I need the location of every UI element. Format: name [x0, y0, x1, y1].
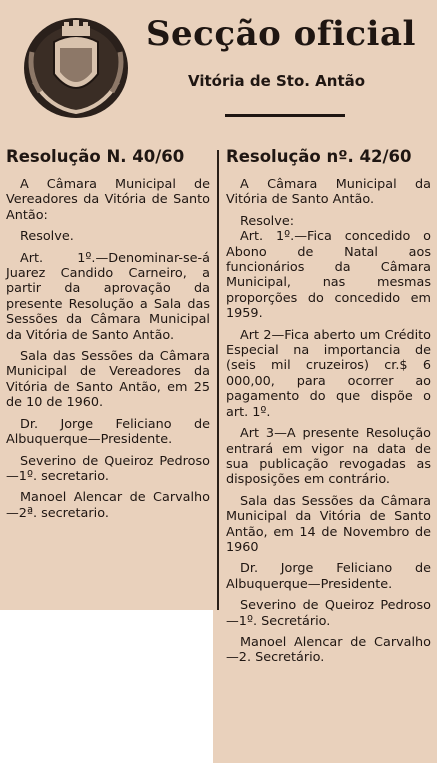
signature-president: Dr. Jorge Feliciano de Albuquerque—Presidente. [226, 561, 431, 592]
signature-first-secretary: Severino de Queiroz Pedroso—1º. Secretário. [226, 598, 431, 629]
resolution-heading: Resolução N. 40/60 [6, 147, 185, 166]
column-divider [217, 150, 219, 610]
resolution-heading: Resolução nº. 42/60 [226, 147, 412, 166]
coat-of-arms-emblem [20, 12, 132, 122]
signature-president: Dr. Jorge Feliciano de Albuquerque—Presidente. [6, 416, 210, 448]
signature-second-secretary: Manoel Alencar de Carvalho—2ª. secretario. [6, 490, 210, 521]
section-subtitle: Vitória de Sto. Antão [188, 72, 366, 90]
article-1: Art. 1º.—Denominar-se-á Juarez Candido Carneiro, a partir da aprovação da presente Resolução a Sala das Sessões da Câmara Municipal da Vitória de Santo Antão. [6, 250, 210, 343]
session-place-date: Sala das Sessões da Câmara Municipal da Vitória de Santo Antão, em 14 de Novembro de 1960 [226, 493, 431, 555]
article-3: Art 3—A presente Resolução entrará em vigor na data de sua publicação revogadas as disposições em contrário. [226, 426, 431, 488]
article-1: Art. 1º.—Fica concedido o Abono de Natal aos funcionários da Câmara Municipal, nas mesmas proporções do concedido em 1959. [226, 229, 431, 322]
section-title: Secção oficial [146, 14, 416, 54]
signature-second-secretary: Manoel Alencar de Carvalho—2. Secretário. [226, 634, 431, 666]
session-place-date: Sala das Sessões da Câmara Municipal de Vereadores da Vitória de Santo Antão, em 25 de 10 de 1960. [6, 349, 210, 411]
resolve-label: Resolve: [240, 213, 294, 229]
resolution-40-60 [6, 147, 210, 527]
signature-first-secretary: Severino de Queiroz Pedroso—1º. secretario. [6, 453, 210, 484]
resolution-intro: A Câmara Municipal da Vitória de Santo Antão. [226, 177, 431, 208]
title-rule [225, 114, 345, 117]
resolution-42-60 [226, 147, 431, 672]
resolution-intro: A Câmara Municipal de Vereadores da Vitória de Santo Antão: [6, 177, 210, 223]
resolve-label: Resolve. [20, 229, 74, 245]
article-2: Art 2—Fica aberto um Crédito Especial na importancia de (seis mil cruzeiros) cr.$ 6 000,00, para ocorrer ao pagamento do que dispõe o art. 1º. [226, 327, 431, 420]
